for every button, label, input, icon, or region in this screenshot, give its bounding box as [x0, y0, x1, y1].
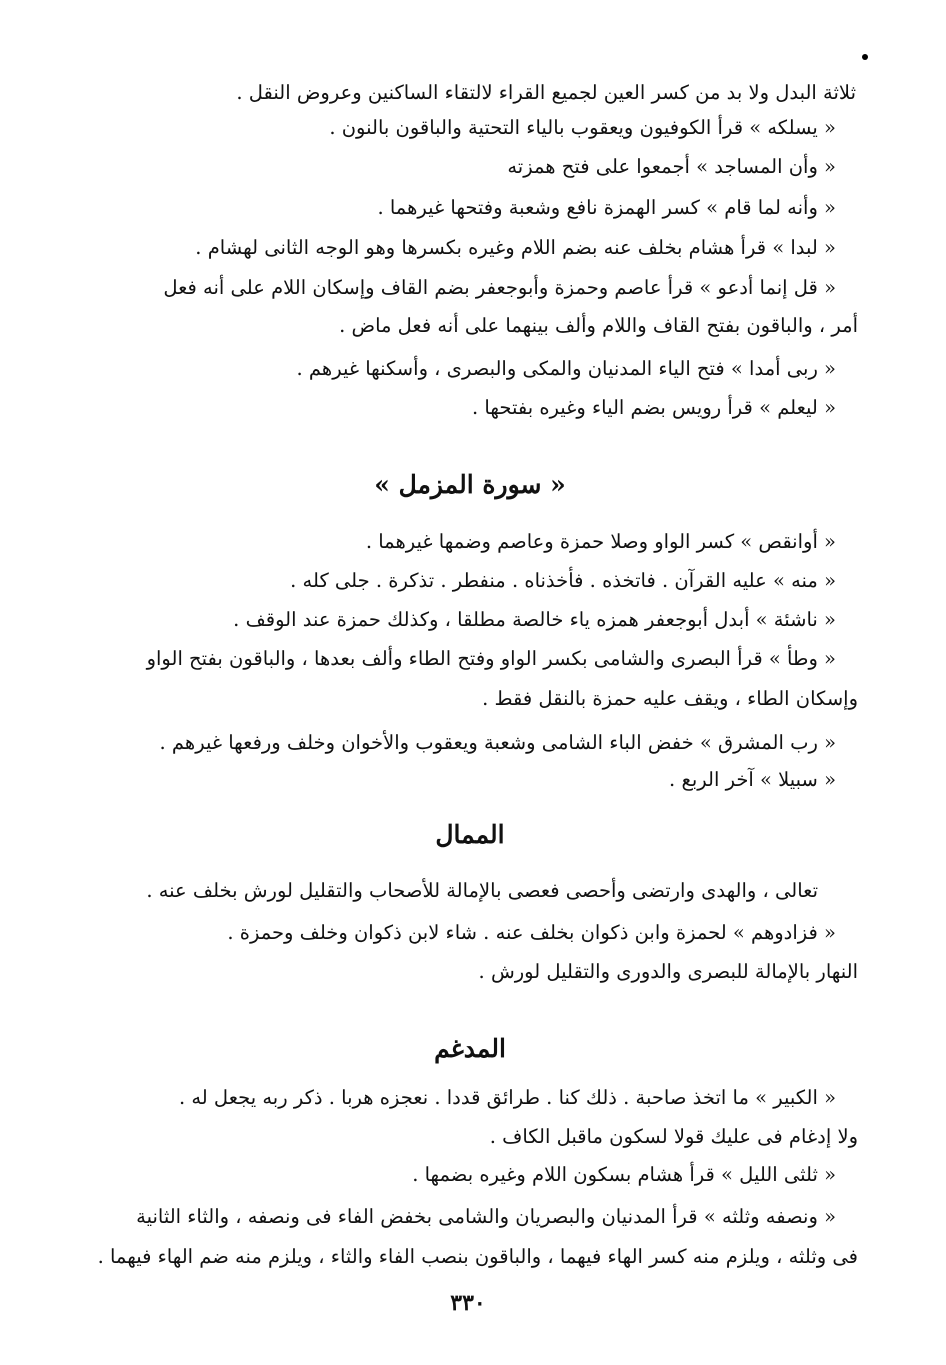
text-line: أمر ، والباقون بفتح القاف واللام وألف بينهما على أنه فعل ماض . [339, 314, 858, 337]
text-line: وإسكان الطاء ، ويقف عليه حمزة بالنقل فقط . [482, 687, 858, 710]
text-line: « الكبير » ما اتخذ صاحبة . ذلك كنا . طرائق قددا . نعجزه هربا . ذكر ربه يجعل له . [178, 1086, 836, 1109]
text-line: « يسلكه » قرأ الكوفيون ويعقوب بالياء التحتية والباقون بالنون . [329, 116, 836, 139]
page-number: ٣٣٠ [450, 1290, 486, 1316]
text-line: « لبدا » قرأ هشام بخلف عنه بضم اللام وغيره بكسرها وهو الوجه الثانى لهشام . [195, 236, 836, 259]
text-line: « وطأ » قرأ البصرى والشامى بكسر الواو وفتح الطاء وألف بعدها ، والباقون بفتح الواو [146, 647, 836, 670]
margin-dot [862, 54, 868, 60]
text-line: « ثلثى الليل » قرأ هشام بسكون اللام وغيره بضمها . [412, 1163, 836, 1186]
text-line: « قل إنما أدعو » قرأ عاصم وحمزة وأبوجعفر بضم القاف وإسكان اللام على أنه فعل [163, 276, 836, 299]
text-line: ثلاثة البدل ولا بد من كسر العين لجميع القراء لالتقاء الساكنين وعروض النقل . [236, 81, 856, 104]
section-heading-mumal: الممال [435, 820, 505, 849]
surah-heading: « سورة المزمل » [374, 470, 566, 499]
text-line: « سبيلا » آخر الربع . [669, 768, 836, 791]
text-line: « أوانقص » كسر الواو وصلا حمزة وعاصم وضمها غيرهما . [365, 530, 836, 553]
text-line: « منه » عليه القرآن . فاتخذه . فأخذناه . منفطر . تذكرة . جلى كله . [290, 569, 836, 592]
text-line: « ربى أمدا » فتح الياء المدنيان والمكى والبصرى ، وأسكنها غيرهم . [296, 357, 836, 380]
section-heading-mudgham: المدغم [434, 1034, 506, 1063]
text-line: « ناشئة » أبدل أبوجعفر همزه ياء خالصة مطلقا ، وكذلك حمزة عند الوقف . [233, 608, 836, 631]
text-line: النهار بالإمالة للبصرى والدورى والتقليل لورش . [478, 960, 858, 983]
text-line: « ليعلم » قرأ رويس بضم الياء وغيره بفتحها . [472, 396, 836, 419]
text-line: « رب المشرق » خفض الباء الشامى وشعبة ويعقوب والأخوان وخلف ورفعها غيرهم . [159, 731, 836, 754]
text-line: تعالى ، والهدى وارتضى وأحصى فعصى بالإمالة للأصحاب والتقليل لورش بخلف عنه . [146, 879, 818, 902]
text-line: فى وثلثه ، ويلزم منه كسر الهاء فيهما ، والباقون بنصب الفاء والثاء ، ويلزم منه ضم الهاء فيهما . [97, 1245, 858, 1268]
text-line: « وأن المساجد » أجمعوا على فتح همزته [507, 155, 836, 178]
text-line: « ونصفه وثلثه » قرأ المدنيان والبصريان والشامى بخفض الفاء فى ونصفه ، والثاء الثانية [136, 1205, 836, 1228]
text-line: « فزادوهم » لحمزة وابن ذكوان بخلف عنه . شاء لابن ذكوان وخلف وحمزة . [227, 921, 836, 944]
text-line: ولا إدغام فى عليك قولا لسكون ماقبل الكاف . [489, 1125, 858, 1148]
text-line: « وأنه لما قام » كسر الهمزة نافع وشعبة وفتحها غيرهما . [377, 196, 836, 219]
